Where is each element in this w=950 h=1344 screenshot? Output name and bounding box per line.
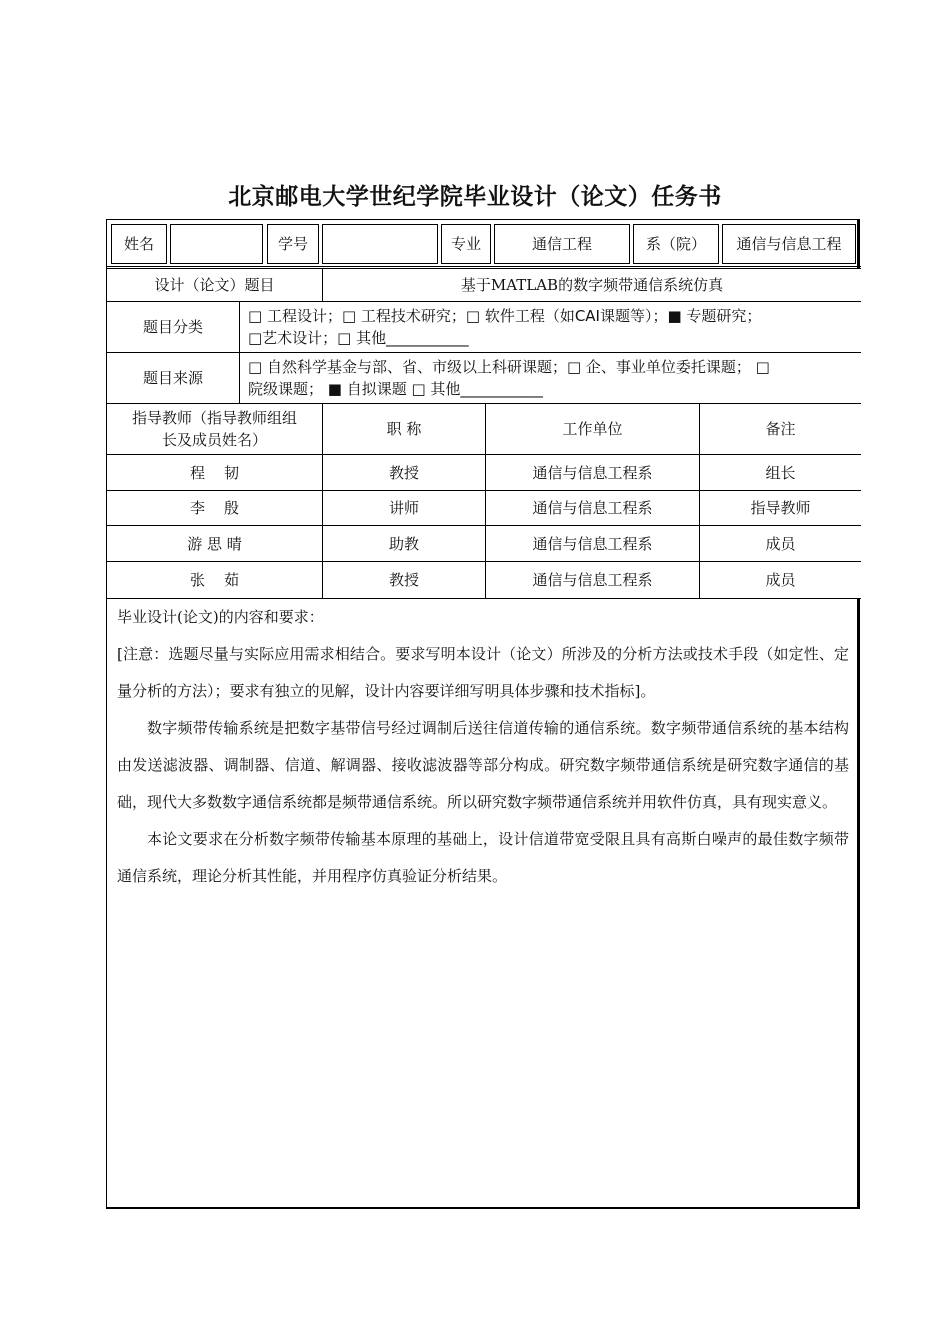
department-value: 通信与信息工程: [722, 224, 856, 264]
advisor-header-title: 职 称: [322, 403, 486, 455]
advisor-title: 助教: [322, 525, 486, 562]
requirements-paragraph-1: 数字频带传输系统是把数字基带信号经过调制后送往信道传输的通信系统。数字频带通信系统的基本结构由发送滤波器、调制器、信道、解调器、接收滤波器等部分构成。研究数字频带通信系统是研究数字通信的基础，现代大多数数字通信系统都是频带通信系统。所以研究数字频带通信系统并用软件仿真，具有现实意义。: [117, 719, 849, 811]
category-options-line2: □艺术设计；□ 其他___________: [248, 329, 469, 347]
advisor-unit: 通信与信息工程系: [485, 561, 700, 599]
advisor-header-unit: 工作单位: [485, 403, 700, 455]
advisor-name: 张 茹: [107, 561, 323, 599]
name-value: [170, 224, 263, 264]
advisor-name: 程 韧: [107, 454, 323, 491]
advisor-note: 成员: [699, 561, 861, 599]
source-label: 题目来源: [107, 352, 240, 404]
advisor-title: 讲师: [322, 490, 486, 526]
advisor-title: 教授: [322, 561, 486, 599]
advisor-unit: 通信与信息工程系: [485, 490, 700, 526]
category-label: 题目分类: [107, 301, 240, 353]
task-form: [106, 219, 860, 1209]
source-options-line2: 院级课题； ■ 自拟课题 □ 其他___________: [248, 380, 543, 398]
advisor-note: 指导教师: [699, 490, 861, 526]
advisor-name: 李 殷: [107, 490, 323, 526]
document-title: 北京邮电大学世纪学院毕业设计（论文）任务书: [228, 184, 722, 210]
advisor-header-name: 指导教师（指导教师组组长及成员姓名）: [107, 403, 323, 455]
source-options: [239, 352, 861, 404]
category-options-line1: □ 工程设计；□ 工程技术研究；□ 软件工程（如CAI课题等）；■ 专题研究；: [248, 307, 762, 325]
requirements-section: [107, 599, 859, 895]
advisor-unit: 通信与信息工程系: [485, 454, 700, 491]
advisor-header-note: 备注: [699, 403, 861, 455]
major-value: 通信工程: [494, 224, 630, 264]
source-options-line1: □ 自然科学基金与部、省、市级以上科研课题；□ 企、事业单位委托课题； □: [248, 358, 770, 376]
requirements-paragraph-2: 本论文要求在分析数字频带传输基本原理的基础上，设计信道带宽受限且具有高斯白噪声的最佳数字频带通信系统，理论分析其性能，并用程序仿真验证分析结果。: [117, 830, 849, 885]
requirements-note: [注意：选题尽量与实际应用需求相结合。要求写明本设计（论文）所涉及的分析方法或技术手段（如定性、定量分析的方法）；要求有独立的见解，设计内容要详细写明具体步骤和技术指标]。: [117, 645, 849, 700]
topic-label: 设计（论文）题目: [107, 268, 323, 302]
advisor-unit: 通信与信息工程系: [485, 525, 700, 562]
student-id-label: 学号: [267, 224, 319, 264]
topic-value: 基于MATLAB的数字频带通信系统仿真: [322, 268, 861, 302]
major-label: 专业: [441, 224, 491, 264]
advisor-note: 组长: [699, 454, 861, 491]
category-options: [239, 301, 861, 353]
requirements-heading: 毕业设计(论文)的内容和要求：: [117, 608, 324, 626]
student-id-value: [322, 224, 438, 264]
advisor-note: 成员: [699, 525, 861, 562]
advisor-title: 教授: [322, 454, 486, 491]
department-label: 系（院）: [633, 224, 719, 264]
advisor-name: 游 思 晴: [107, 525, 323, 562]
name-label: 姓名: [111, 224, 167, 264]
